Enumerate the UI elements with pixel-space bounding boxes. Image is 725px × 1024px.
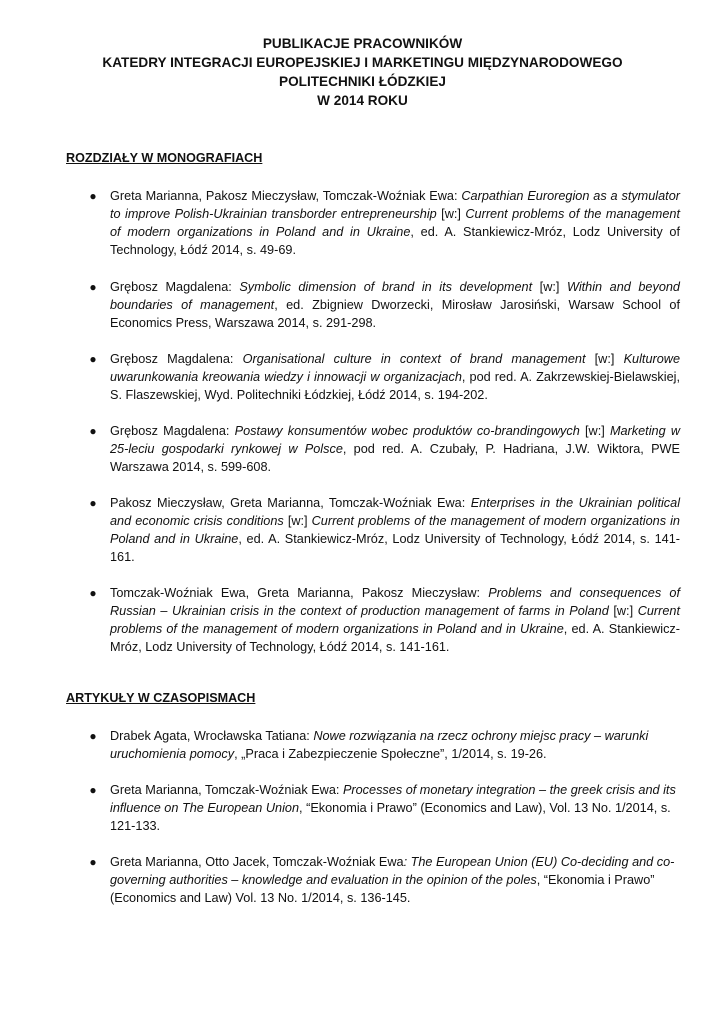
list-item	[86, 584, 680, 656]
document-title	[0, 34, 725, 110]
title-line: KATEDRY INTEGRACJI EUROPEJSKIEJ I MARKETINGU MIĘDZYNARODOWEGO	[102, 55, 623, 70]
bullet-icon: ●	[89, 496, 97, 510]
bullet-icon: ●	[89, 189, 97, 203]
title-line: PUBLIKACJE PRACOWNIKÓW	[262, 36, 463, 51]
entry-text: Grębosz Magdalena: Organisational culture in context of brand management [w:] Kulturowe uwarunkowania kreowania wiedzy i innowacji w organizacjach, pod red. A. Zakrzewskiej-Bielawskiej, S. Flaszewskiej, Wyd. Politechniki Łódzkiej, Łódź 2014, s. 194-202.	[110, 352, 680, 402]
entry-text: Drabek Agata, Wrocławska Tatiana: Nowe rozwiązania na rzecz ochrony miejsc pracy – warunki uruchomienia pomocy, „Praca i Zabezpieczenie Społeczne”, 1/2014, s. 19-26.	[110, 729, 649, 761]
entry-text: Tomczak-Woźniak Ewa, Greta Marianna, Pakosz Mieczysław: Problems and consequences of Russian – Ukrainian crisis in the context of production management of farms in Poland [w:] Current problems of the management of modern organizations in Poland and in Ukraine, ed. A. Stankiewicz-Mróz, Lodz University of Technology, Łódź 2014, s. 141-161.	[110, 586, 680, 654]
entry-text: Greta Marianna, Otto Jacek, Tomczak-Woźniak Ewa: The European Union (EU) Co-deciding and co-governing authorities – knowledge and evaluation in the opinion of the poles, “Ekonomia i Prawo” (Economics and Law) Vol. 13 No. 1/2014, s. 136-145.	[110, 855, 675, 905]
section-heading-chapters: ROZDZIAŁY W MONOGRAFIACH	[66, 151, 263, 165]
list-item	[86, 853, 680, 907]
list-item	[86, 422, 680, 476]
entry-text: Grębosz Magdalena: Symbolic dimension of brand in its development [w:] Within and beyond boundaries of management, ed. Zbigniew Dworzecki, Mirosław Jarosiński, Warsaw School of Economics Press, Warszawa 2014, s. 291-298.	[110, 280, 680, 330]
bullet-icon: ●	[89, 586, 97, 600]
entry-text: Pakosz Mieczysław, Greta Marianna, Tomczak-Woźniak Ewa: Enterprises in the Ukrainian political and economic crisis conditions [w:] Current problems of the management of modern organizations in Poland and in Ukraine, ed. A. Stankiewicz-Mróz, Lodz University of Technology, Łódź 2014, s. 141-161.	[110, 496, 681, 564]
list-item	[86, 727, 680, 763]
entry-text: Greta Marianna, Tomczak-Woźniak Ewa: Processes of monetary integration – the greek crisis and its influence on The European Union, “Ekonomia i Prawo” (Economics and Law), Vol. 13 No. 1/2014, s. 121-133.	[110, 783, 676, 833]
bullet-icon: ●	[89, 729, 97, 743]
entry-text: Grębosz Magdalena: Postawy konsumentów wobec produktów co-brandingowych [w:] Marketing w 25-leciu gospodarki rynkowej w Polsce, pod red. A. Czubały, P. Hadriana, J.W. Wiktora, PWE Warszawa 2014, s. 599-608.	[110, 424, 680, 474]
bullet-icon: ●	[89, 783, 97, 797]
list-item	[86, 781, 680, 835]
bullet-icon: ●	[89, 352, 97, 366]
title-line: POLITECHNIKI ŁÓDZKIEJ	[279, 74, 446, 89]
title-line: W 2014 ROKU	[317, 93, 408, 108]
bullet-icon: ●	[89, 280, 97, 294]
bullet-icon: ●	[89, 855, 97, 869]
list-item	[86, 187, 680, 259]
section-heading-articles: ARTYKUŁY W CZASOPISMACH	[66, 691, 256, 705]
list-item	[86, 350, 680, 404]
list-item	[86, 278, 680, 332]
entry-text: Greta Marianna, Pakosz Mieczysław, Tomczak-Woźniak Ewa: Carpathian Euroregion as a stymulator to improve Polish-Ukrainian transborder entrepreneurship [w:] Current problems of the management of modern organizations in Poland and in Ukraine, ed. A. Stankiewicz-Mróz, Lodz University of Technology, Łódź 2014, s. 49-69.	[110, 189, 680, 257]
bullet-icon: ●	[89, 424, 97, 438]
list-item	[86, 494, 680, 566]
